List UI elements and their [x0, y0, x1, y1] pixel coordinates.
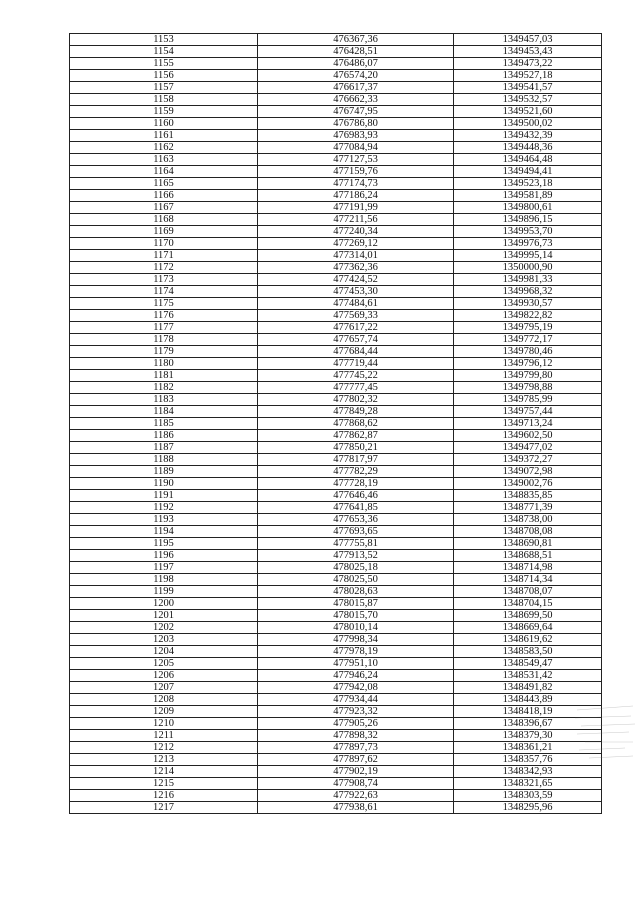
point-number-cell: 1170 — [70, 238, 258, 250]
table-row — [70, 310, 602, 322]
y-coordinate-cell: 1348688,51 — [454, 550, 602, 562]
point-number-cell: 1208 — [70, 694, 258, 706]
x-coordinate-cell: 477922,63 — [258, 790, 454, 802]
table-row — [70, 670, 602, 682]
point-number-cell: 1207 — [70, 682, 258, 694]
x-coordinate-cell: 477646,46 — [258, 490, 454, 502]
point-number-cell: 1157 — [70, 82, 258, 94]
y-coordinate-cell: 1349372,27 — [454, 454, 602, 466]
table-row — [70, 442, 602, 454]
x-coordinate-cell: 476983,93 — [258, 130, 454, 142]
y-coordinate-cell: 1349800,61 — [454, 202, 602, 214]
point-number-cell: 1197 — [70, 562, 258, 574]
point-number-cell: 1154 — [70, 46, 258, 58]
y-coordinate-cell: 1349796,12 — [454, 358, 602, 370]
x-coordinate-cell: 477269,12 — [258, 238, 454, 250]
y-coordinate-cell: 1349002,76 — [454, 478, 602, 490]
x-coordinate-cell: 477946,24 — [258, 670, 454, 682]
y-coordinate-cell: 1349981,33 — [454, 274, 602, 286]
y-coordinate-cell: 1348619,62 — [454, 634, 602, 646]
y-coordinate-cell: 1349581,89 — [454, 190, 602, 202]
x-coordinate-cell: 476662,33 — [258, 94, 454, 106]
y-coordinate-cell: 1349541,57 — [454, 82, 602, 94]
table-row — [70, 394, 602, 406]
point-number-cell: 1166 — [70, 190, 258, 202]
table-row — [70, 634, 602, 646]
x-coordinate-cell: 478028,63 — [258, 586, 454, 598]
table-row — [70, 646, 602, 658]
table-row — [70, 610, 602, 622]
x-coordinate-cell: 477159,76 — [258, 166, 454, 178]
point-number-cell: 1214 — [70, 766, 258, 778]
point-number-cell: 1199 — [70, 586, 258, 598]
table-row — [70, 526, 602, 538]
stamp-mark-icon — [575, 702, 635, 762]
table-row — [70, 730, 602, 742]
y-coordinate-cell: 1348357,76 — [454, 754, 602, 766]
y-coordinate-cell: 1349795,19 — [454, 322, 602, 334]
x-coordinate-cell: 477897,62 — [258, 754, 454, 766]
table-row — [70, 298, 602, 310]
table-row — [70, 154, 602, 166]
coordinates-table-body — [70, 34, 602, 814]
point-number-cell: 1165 — [70, 178, 258, 190]
y-coordinate-cell: 1349494,41 — [454, 166, 602, 178]
x-coordinate-cell: 477569,33 — [258, 310, 454, 322]
point-number-cell: 1175 — [70, 298, 258, 310]
x-coordinate-cell: 477905,26 — [258, 718, 454, 730]
x-coordinate-cell: 478025,50 — [258, 574, 454, 586]
point-number-cell: 1169 — [70, 226, 258, 238]
y-coordinate-cell: 1348361,21 — [454, 742, 602, 754]
table-row — [70, 418, 602, 430]
point-number-cell: 1196 — [70, 550, 258, 562]
point-number-cell: 1190 — [70, 478, 258, 490]
point-number-cell: 1185 — [70, 418, 258, 430]
table-row — [70, 490, 602, 502]
point-number-cell: 1212 — [70, 742, 258, 754]
y-coordinate-cell: 1349521,60 — [454, 106, 602, 118]
x-coordinate-cell: 476747,95 — [258, 106, 454, 118]
y-coordinate-cell: 1348835,85 — [454, 490, 602, 502]
point-number-cell: 1153 — [70, 34, 258, 46]
point-number-cell: 1206 — [70, 670, 258, 682]
point-number-cell: 1198 — [70, 574, 258, 586]
y-coordinate-cell: 1349822,82 — [454, 310, 602, 322]
point-number-cell: 1155 — [70, 58, 258, 70]
x-coordinate-cell: 476574,20 — [258, 70, 454, 82]
table-row — [70, 94, 602, 106]
y-coordinate-cell: 1348583,50 — [454, 646, 602, 658]
y-coordinate-cell: 1349432,39 — [454, 130, 602, 142]
x-coordinate-cell: 477923,32 — [258, 706, 454, 718]
y-coordinate-cell: 1349464,48 — [454, 154, 602, 166]
y-coordinate-cell: 1349930,57 — [454, 298, 602, 310]
table-row — [70, 286, 602, 298]
table-row — [70, 190, 602, 202]
x-coordinate-cell: 477211,56 — [258, 214, 454, 226]
table-row — [70, 574, 602, 586]
x-coordinate-cell: 477942,08 — [258, 682, 454, 694]
y-coordinate-cell: 1349523,18 — [454, 178, 602, 190]
table-row — [70, 622, 602, 634]
x-coordinate-cell: 477777,45 — [258, 382, 454, 394]
table-row — [70, 658, 602, 670]
point-number-cell: 1203 — [70, 634, 258, 646]
table-row — [70, 562, 602, 574]
x-coordinate-cell: 476486,07 — [258, 58, 454, 70]
point-number-cell: 1182 — [70, 382, 258, 394]
point-number-cell: 1189 — [70, 466, 258, 478]
x-coordinate-cell: 477934,44 — [258, 694, 454, 706]
x-coordinate-cell: 477782,29 — [258, 466, 454, 478]
x-coordinate-cell: 477424,52 — [258, 274, 454, 286]
x-coordinate-cell: 477868,62 — [258, 418, 454, 430]
table-row — [70, 766, 602, 778]
table-row — [70, 130, 602, 142]
x-coordinate-cell: 478025,18 — [258, 562, 454, 574]
y-coordinate-cell: 1349072,98 — [454, 466, 602, 478]
table-row — [70, 118, 602, 130]
y-coordinate-cell: 1348531,42 — [454, 670, 602, 682]
x-coordinate-cell: 477657,74 — [258, 334, 454, 346]
point-number-cell: 1201 — [70, 610, 258, 622]
table-row — [70, 214, 602, 226]
point-number-cell: 1211 — [70, 730, 258, 742]
x-coordinate-cell: 477898,32 — [258, 730, 454, 742]
point-number-cell: 1181 — [70, 370, 258, 382]
y-coordinate-cell: 1349448,36 — [454, 142, 602, 154]
y-coordinate-cell: 1349785,99 — [454, 394, 602, 406]
x-coordinate-cell: 477693,65 — [258, 526, 454, 538]
y-coordinate-cell: 1349477,02 — [454, 442, 602, 454]
y-coordinate-cell: 1349457,03 — [454, 34, 602, 46]
point-number-cell: 1191 — [70, 490, 258, 502]
y-coordinate-cell: 1349976,73 — [454, 238, 602, 250]
table-row — [70, 406, 602, 418]
x-coordinate-cell: 477817,97 — [258, 454, 454, 466]
table-row — [70, 454, 602, 466]
y-coordinate-cell: 1350000,90 — [454, 262, 602, 274]
x-coordinate-cell: 477802,32 — [258, 394, 454, 406]
point-number-cell: 1163 — [70, 154, 258, 166]
x-coordinate-cell: 477084,94 — [258, 142, 454, 154]
y-coordinate-cell: 1348342,93 — [454, 766, 602, 778]
point-number-cell: 1158 — [70, 94, 258, 106]
x-coordinate-cell: 477951,10 — [258, 658, 454, 670]
y-coordinate-cell: 1348303,59 — [454, 790, 602, 802]
y-coordinate-cell: 1349798,88 — [454, 382, 602, 394]
y-coordinate-cell: 1348708,07 — [454, 586, 602, 598]
x-coordinate-cell: 477186,24 — [258, 190, 454, 202]
x-coordinate-cell: 476428,51 — [258, 46, 454, 58]
table-row — [70, 70, 602, 82]
x-coordinate-cell: 477617,22 — [258, 322, 454, 334]
x-coordinate-cell: 477938,61 — [258, 802, 454, 814]
y-coordinate-cell: 1348714,98 — [454, 562, 602, 574]
table-row — [70, 514, 602, 526]
table-row — [70, 718, 602, 730]
x-coordinate-cell: 477913,52 — [258, 550, 454, 562]
y-coordinate-cell: 1349602,50 — [454, 430, 602, 442]
table-row — [70, 34, 602, 46]
x-coordinate-cell: 477641,85 — [258, 502, 454, 514]
table-row — [70, 502, 602, 514]
table-row — [70, 694, 602, 706]
x-coordinate-cell: 477745,22 — [258, 370, 454, 382]
point-number-cell: 1209 — [70, 706, 258, 718]
table-row — [70, 106, 602, 118]
table-row — [70, 262, 602, 274]
y-coordinate-cell: 1349772,17 — [454, 334, 602, 346]
table-row — [70, 250, 602, 262]
point-number-cell: 1159 — [70, 106, 258, 118]
table-row — [70, 82, 602, 94]
x-coordinate-cell: 477484,61 — [258, 298, 454, 310]
y-coordinate-cell: 1349896,15 — [454, 214, 602, 226]
x-coordinate-cell: 477902,19 — [258, 766, 454, 778]
x-coordinate-cell: 477191,99 — [258, 202, 454, 214]
table-row — [70, 778, 602, 790]
x-coordinate-cell: 476786,80 — [258, 118, 454, 130]
x-coordinate-cell: 477897,73 — [258, 742, 454, 754]
point-number-cell: 1183 — [70, 394, 258, 406]
point-number-cell: 1173 — [70, 274, 258, 286]
y-coordinate-cell: 1348771,39 — [454, 502, 602, 514]
y-coordinate-cell: 1348379,30 — [454, 730, 602, 742]
point-number-cell: 1194 — [70, 526, 258, 538]
point-number-cell: 1186 — [70, 430, 258, 442]
x-coordinate-cell: 476367,36 — [258, 34, 454, 46]
point-number-cell: 1210 — [70, 718, 258, 730]
table-row — [70, 334, 602, 346]
y-coordinate-cell: 1349500,02 — [454, 118, 602, 130]
y-coordinate-cell: 1348690,81 — [454, 538, 602, 550]
y-coordinate-cell: 1348669,64 — [454, 622, 602, 634]
table-row — [70, 382, 602, 394]
y-coordinate-cell: 1348549,47 — [454, 658, 602, 670]
y-coordinate-cell: 1349953,70 — [454, 226, 602, 238]
point-number-cell: 1176 — [70, 310, 258, 322]
point-number-cell: 1161 — [70, 130, 258, 142]
table-row — [70, 706, 602, 718]
point-number-cell: 1180 — [70, 358, 258, 370]
table-row — [70, 586, 602, 598]
x-coordinate-cell: 477862,87 — [258, 430, 454, 442]
point-number-cell: 1202 — [70, 622, 258, 634]
table-row — [70, 538, 602, 550]
table-row — [70, 238, 602, 250]
x-coordinate-cell: 477174,73 — [258, 178, 454, 190]
table-row — [70, 346, 602, 358]
y-coordinate-cell: 1349453,43 — [454, 46, 602, 58]
point-number-cell: 1192 — [70, 502, 258, 514]
point-number-cell: 1216 — [70, 790, 258, 802]
x-coordinate-cell: 477755,81 — [258, 538, 454, 550]
table-row — [70, 790, 602, 802]
y-coordinate-cell: 1349532,57 — [454, 94, 602, 106]
point-number-cell: 1156 — [70, 70, 258, 82]
table-row — [70, 466, 602, 478]
x-coordinate-cell: 477362,36 — [258, 262, 454, 274]
point-number-cell: 1164 — [70, 166, 258, 178]
coordinates-table — [69, 33, 602, 814]
point-number-cell: 1184 — [70, 406, 258, 418]
point-number-cell: 1168 — [70, 214, 258, 226]
table-row — [70, 322, 602, 334]
y-coordinate-cell: 1348321,65 — [454, 778, 602, 790]
y-coordinate-cell: 1349527,18 — [454, 70, 602, 82]
x-coordinate-cell: 477653,36 — [258, 514, 454, 526]
table-row — [70, 370, 602, 382]
point-number-cell: 1174 — [70, 286, 258, 298]
table-row — [70, 274, 602, 286]
y-coordinate-cell: 1348714,34 — [454, 574, 602, 586]
table-row — [70, 178, 602, 190]
x-coordinate-cell: 477908,74 — [258, 778, 454, 790]
point-number-cell: 1195 — [70, 538, 258, 550]
x-coordinate-cell: 477998,34 — [258, 634, 454, 646]
table-row — [70, 478, 602, 490]
point-number-cell: 1167 — [70, 202, 258, 214]
point-number-cell: 1178 — [70, 334, 258, 346]
table-row — [70, 682, 602, 694]
y-coordinate-cell: 1348443,89 — [454, 694, 602, 706]
table-row — [70, 358, 602, 370]
table-row — [70, 550, 602, 562]
table-row — [70, 754, 602, 766]
point-number-cell: 1171 — [70, 250, 258, 262]
x-coordinate-cell: 477684,44 — [258, 346, 454, 358]
table-row — [70, 742, 602, 754]
y-coordinate-cell: 1349780,46 — [454, 346, 602, 358]
x-coordinate-cell: 477240,34 — [258, 226, 454, 238]
point-number-cell: 1205 — [70, 658, 258, 670]
x-coordinate-cell: 478015,70 — [258, 610, 454, 622]
y-coordinate-cell: 1348699,50 — [454, 610, 602, 622]
point-number-cell: 1217 — [70, 802, 258, 814]
y-coordinate-cell: 1348418,19 — [454, 706, 602, 718]
table-row — [70, 430, 602, 442]
y-coordinate-cell: 1348295,96 — [454, 802, 602, 814]
point-number-cell: 1160 — [70, 118, 258, 130]
y-coordinate-cell: 1348708,08 — [454, 526, 602, 538]
x-coordinate-cell: 477849,28 — [258, 406, 454, 418]
point-number-cell: 1188 — [70, 454, 258, 466]
point-number-cell: 1162 — [70, 142, 258, 154]
x-coordinate-cell: 477314,01 — [258, 250, 454, 262]
table-row — [70, 802, 602, 814]
point-number-cell: 1193 — [70, 514, 258, 526]
table-row — [70, 58, 602, 70]
table-row — [70, 142, 602, 154]
table-row — [70, 202, 602, 214]
x-coordinate-cell: 477978,19 — [258, 646, 454, 658]
y-coordinate-cell: 1349713,24 — [454, 418, 602, 430]
x-coordinate-cell: 478010,14 — [258, 622, 454, 634]
y-coordinate-cell: 1348738,00 — [454, 514, 602, 526]
y-coordinate-cell: 1349799,80 — [454, 370, 602, 382]
table-row — [70, 46, 602, 58]
point-number-cell: 1172 — [70, 262, 258, 274]
y-coordinate-cell: 1348704,15 — [454, 598, 602, 610]
y-coordinate-cell: 1348396,67 — [454, 718, 602, 730]
point-number-cell: 1187 — [70, 442, 258, 454]
x-coordinate-cell: 477453,30 — [258, 286, 454, 298]
x-coordinate-cell: 477127,53 — [258, 154, 454, 166]
y-coordinate-cell: 1349757,44 — [454, 406, 602, 418]
y-coordinate-cell: 1349995,14 — [454, 250, 602, 262]
x-coordinate-cell: 477719,44 — [258, 358, 454, 370]
point-number-cell: 1200 — [70, 598, 258, 610]
point-number-cell: 1204 — [70, 646, 258, 658]
x-coordinate-cell: 476617,37 — [258, 82, 454, 94]
point-number-cell: 1213 — [70, 754, 258, 766]
point-number-cell: 1177 — [70, 322, 258, 334]
y-coordinate-cell: 1349473,22 — [454, 58, 602, 70]
point-number-cell: 1215 — [70, 778, 258, 790]
table-row — [70, 226, 602, 238]
y-coordinate-cell: 1349968,32 — [454, 286, 602, 298]
table-row — [70, 598, 602, 610]
x-coordinate-cell: 478015,87 — [258, 598, 454, 610]
point-number-cell: 1179 — [70, 346, 258, 358]
y-coordinate-cell: 1348491,82 — [454, 682, 602, 694]
table-row — [70, 166, 602, 178]
x-coordinate-cell: 477850,21 — [258, 442, 454, 454]
x-coordinate-cell: 477728,19 — [258, 478, 454, 490]
